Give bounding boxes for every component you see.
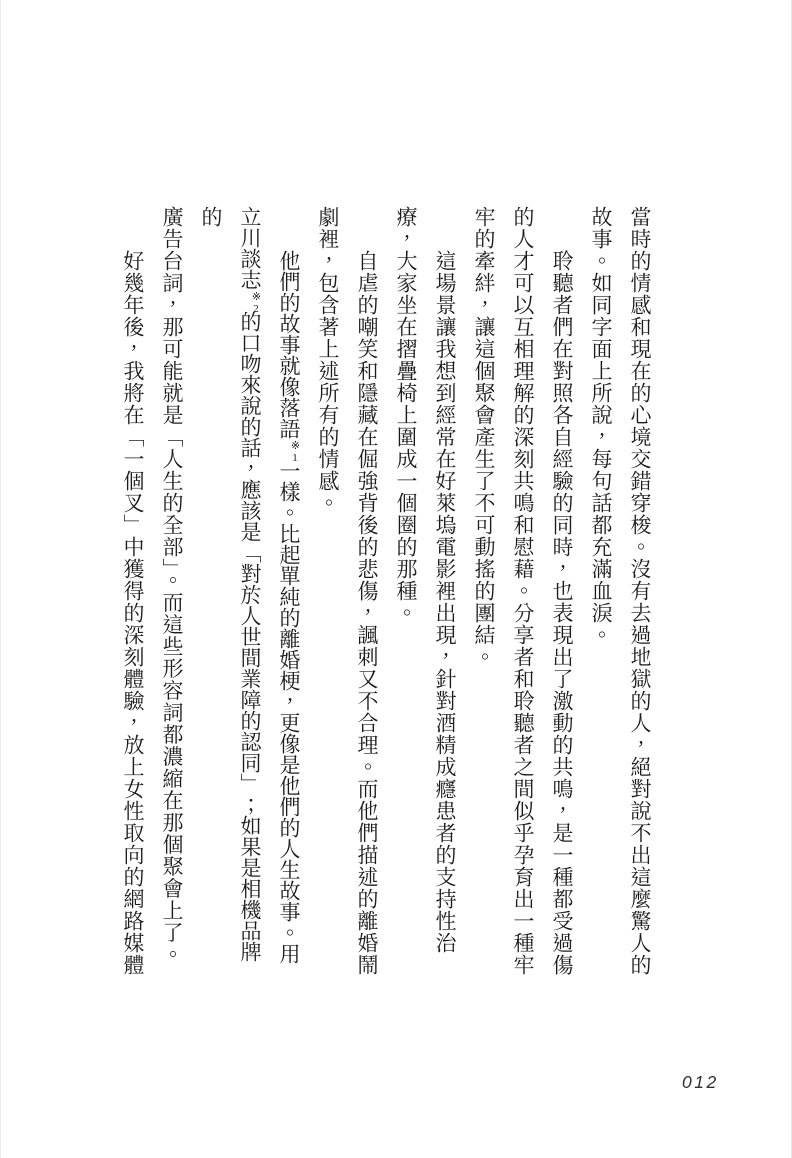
text-column bbox=[581, 206, 620, 978]
text-run: 這場景讓我想到經常在好萊塢電影裡出現，針對酒精成癮患者的支持性治 bbox=[433, 250, 457, 954]
text-column bbox=[308, 206, 347, 978]
text-column bbox=[386, 206, 425, 978]
text-column bbox=[620, 206, 659, 978]
footnote-ref: ※2 bbox=[250, 290, 262, 315]
page-number: 012 bbox=[682, 1072, 719, 1092]
text-column bbox=[152, 206, 191, 978]
text-column bbox=[347, 206, 386, 978]
text-run: 療，大家坐在摺疊椅上圍成一個圈的那種。 bbox=[394, 206, 418, 624]
text-run: 他們的故事就像落語 bbox=[277, 250, 301, 439]
text-run: 好幾年後，我將在「一個叉」中獲得的深刻體驗，放上女性取向的網路媒體 bbox=[121, 250, 145, 976]
text-column bbox=[503, 206, 542, 978]
text-run: 一樣。比起單純的離婚梗，更像是他們的人生故事。用 bbox=[277, 460, 301, 964]
text-column bbox=[269, 206, 308, 978]
text-run: 當時的情感和現在的心境交錯穿梭。沒有去過地獄的人，絕對說不出這麼驚人的 bbox=[628, 206, 652, 976]
body-text bbox=[121, 206, 659, 978]
text-run: 牢的牽絆，讓這個聚會產生了不可動搖的團結。 bbox=[472, 206, 496, 668]
text-column bbox=[191, 206, 269, 978]
text-run: 聆聽者們在對照各自經驗的同時，也表現出了激動的共鳴，是一種都受過傷 bbox=[550, 250, 574, 976]
text-column bbox=[425, 206, 464, 978]
footnote-ref: ※1 bbox=[289, 439, 301, 464]
text-run: 劇裡，包含著上述所有的情感。 bbox=[316, 206, 340, 514]
text-column bbox=[464, 206, 503, 978]
text-column bbox=[542, 206, 581, 978]
text-run: 立川談志 bbox=[238, 206, 262, 290]
text-run: 故事。如同字面上所說，每句話都充滿血淚。 bbox=[589, 206, 613, 646]
text-run: 自虐的嘲笑和隱藏在倔強背後的悲傷，諷刺又不合理。而他們描述的離婚鬧 bbox=[355, 250, 379, 976]
text-run: 的口吻來說的話，應該是「對於人世間業障的認同」；如果是相機品牌的 bbox=[199, 206, 262, 962]
text-run: 廣告台詞，那可能就是「人生的全部」。而這些形容詞都濃縮在那個聚會上了。 bbox=[160, 206, 184, 966]
text-run: 的人才可以互相理解的深刻共鳴和慰藉。分享者和聆聽者之間似乎孕育出一種牢 bbox=[511, 206, 535, 976]
text-column bbox=[113, 206, 152, 978]
